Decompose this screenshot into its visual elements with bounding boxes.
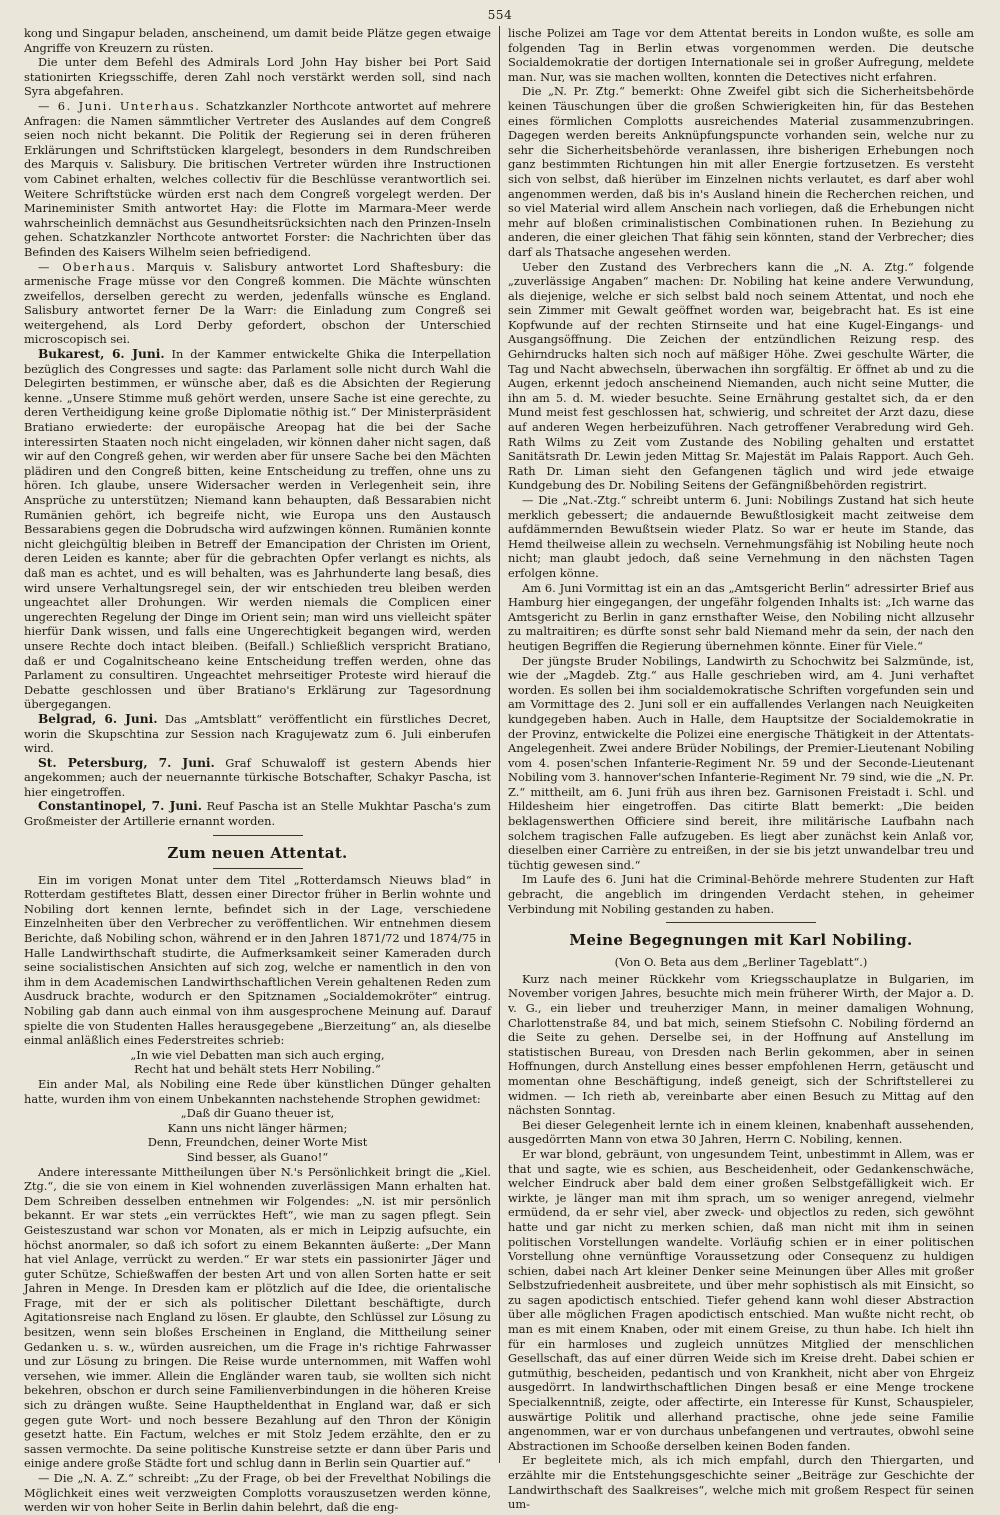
paragraph: Ueber den Zustand des Verbrechers kann die „N. A. Ztg.“ folgende „zuverlässige Angaben“ machen: Dr. Nobiling hat keine andere Verwundung, als diejenige, welche er sich selbst bald noch seinem Attentat, und noch ehe sein Zimmer mit Gewalt geöffnet worden war, beigebracht hat. Es ist eine Kopfwunde auf der rechten Stirnseite und hat eine Kugel-Eingangs- und Ausgangsöffnung. Die Zeichen der entzündlichen Reizung resp. des Gehirndrucks halten sich noch auf mäßiger Höhe. Zwei geschulte Wärter, die Tag und Nacht abwechseln, überwachen ihn sorgfältig. Er öffnet ab und zu die Augen, erkennt jedoch anscheinend Niemanden, auch nicht seine Mutter, die ihn am 5. d. M. wieder besuchte. Seine Ernährung gestaltet sich, da er den Mund meist fest geschlossen hat, schwierig, und schreitet der Arzt dazu, diese auf anderen Wegen herbeizuführen. Nach getroffener Verabredung wird Geh. Rath Wilms zu Zeit vom Zustande des Nobiling gehalten und erstattet Sanitätsrath Dr. Lewin jeden Mittag Sr. Majestät im Palais Rapport. Auch Geh. Rath Dr. Liman sieht den Gefangenen täglich und wird jede etwaige Kundgebung des Dr. Nobiling Seitens der Gefängnißbehörden registrirt. (508, 259, 974, 493)
paragraph: — 6. Juni. Unterhaus. Schatzkanzler Northcote antwortet auf mehrere Anfragen: die Namen sämmtlicher Vertreter des Auslandes auf dem Congreß seien noch nicht bekannt. Die Politik der Regierung sei in deren früheren Erklärungen und Schriftstücken klargelegt, besonders in dem Rundschreiben des Marquis v. Salisbury. Die britischen Vertreter würden ihre Instructionen vom Cabinet erhalten, welches collectiv für die Beschlüsse verantwortlich sei. Weitere Schriftstücke würden erst nach dem Congreß vorgelegt werden. Der Marineminister Smith antwortet Hay: die Flotte im Marmara-Meer werde wahrscheinlich demnächst aus Gesundheitsrücksichten nach den Prinzen-Inseln gehen. Schatzkanzler Northcote antwortet Forster: die Nachrichten über das Befinden des Kaisers Wilhelm seien befriedigend. (24, 98, 491, 259)
verse-line: Recht hat und behält stets Herr Nobiling.“ (134, 1062, 381, 1077)
dateline: — 6. Juni. Unterhaus. (38, 98, 201, 113)
paragraph: lische Polizei am Tage vor dem Attentat bereits in London wußte, es solle am folgenden Tag in Berlin etwas vorgenommen werden. Die deutsche Socialdemokratie der dortigen Internationale sei in großer Aufregung, meldete man. Nur, was sie machen wollten, konnten die Detectives nicht erfahren. (508, 26, 974, 84)
section-divider (213, 835, 303, 836)
verse (24, 1106, 491, 1164)
byline: (Von O. Beta aus dem „Berliner Tageblatt“.) (614, 955, 868, 970)
page-number: 554 (487, 8, 513, 22)
text-columns (24, 26, 974, 1515)
verse-line: Sind besser, als Guano!“ (186, 1149, 329, 1164)
right-column (499, 26, 974, 1512)
paragraph: Am 6. Juni Vormittag ist ein an das „Amtsgericht Berlin“ adressirter Brief aus Hamburg hier eingegangen, der ungefähr folgenden Inhalts ist: „Ich warne das Amtsgericht zu Berlin in ganz ernsthafter Weise, den Nobiling nicht allzusehr zu maltraitiren; es dürfte sonst sehr bald Niemand mehr da sein, der nach den heutigen Begriffen die Regierung übernehmen könnte. Einer für Viele.“ (508, 580, 974, 653)
verse-line: „In wie viel Debatten man sich auch erging, (130, 1047, 385, 1062)
verse-line: Denn, Freundchen, deiner Worte Mist (147, 1135, 368, 1150)
paragraph: Bei dieser Gelegenheit lernte ich in einem kleinen, knabenhaft aussehenden, ausgedörrten Mann von etwa 30 Jahren, Herrn C. Nobiling, kennen. (508, 1117, 974, 1147)
section-divider (213, 868, 303, 869)
dateline: St. Petersburg, 7. Juni. (38, 755, 215, 770)
paragraph: St. Petersburg, 7. Juni. Graf Schuwaloff ist gestern Abends hier angekommen; auch der neuernannte türkische Botschafter, Schakyr Pascha, ist hier eingetroffen. (24, 755, 491, 799)
paragraph: Im Laufe des 6. Juni hat die Criminal-Behörde mehrere Studenten zur Haft gebracht, die angeblich im dringenden Verdacht stehen, in geheimer Verbindung mit Nobiling gestanden zu haben. (508, 872, 974, 916)
paragraph: Die unter dem Befehl des Admirals Lord John Hay bisher bei Port Said stationirten Kriegsschiffe, deren Zahl noch verstärkt werden soll, sind nach Syra abgefahren. (24, 55, 491, 99)
paragraph: — Die „Nat.-Ztg.“ schreibt unterm 6. Juni: Nobilings Zustand hat sich heute merklich gebessert; die andauernde Bewußtlosigkeit macht zeitweise dem aufdämmernden Bewußtsein wieder Platz. So war er heute im Stande, das Hemd theilweise allein zu wechseln. Vernehmungsfähig ist Nobiling heute noch nicht; man glaubt jedoch, daß seine Vernehmung in den nächsten Tagen erfolgen könne. (508, 493, 974, 580)
verse (24, 1048, 491, 1077)
paragraph: Kurz nach meiner Rückkehr vom Kriegsschauplatze in Bulgarien, im November vorigen Jahres, besuchte mich mein früherer Wirth, der Major a. D. v. G., ein lieber und treuherziger Mann, in meiner damaligen Wohnung, Charlottenstraße 84, und bat mich, seinem Stiefsohn C. Nobiling fördernd an die Seite zu gehen. Derselbe sei, in der Hoffnung auf Anstellung im statistischen Bureau, von Dresden nach Berlin gekommen, aber in seinen Hoffnungen, durch Anstellung eines besser empfohlenen Herrn, getäuscht und momentan ohne Beschäftigung, indeß geneigt, sich der Schriftstellerei zu widmen. — Ich rieth ab, vereinbarte aber einen Besuch zu Mittag auf den nächsten Sonntag. (508, 971, 974, 1118)
paragraph: Andere interessante Mittheilungen über N.'s Persönlichkeit bringt die „Kiel. Ztg.“, die sie von einem in Kiel wohnenden zuverlässigen Mann erhalten hat. Dem Schreiben desselben entnehmen wir Folgendes: „N. ist mir persönlich bekannt. Er war stets „ein verrücktes Heft“, wie man zu sagen pflegt. Sein Geisteszustand war schon vor Monaten, als er mich in Leipzig aufsuchte, ein höchst anormaler, so daß ich sofort zu einem Bekannten äußerte: „Der Mann hat viel Anlage, verrückt zu werden.“ Er war stets ein passionirter Jäger und guter Schütze, Schießwaffen der besten Art und von allen Sorten hatte er seit Jahren in Menge. In Dresden kam er plötzlich auf die Idee, die orientalische Frage, mit der er sich als politischer Dilettant beschäftigte, durch Agitationsreise nach England zu lösen. Er glaubte, den Schlüssel zur Lösung zu besitzen, wenn sein bloßes Erscheinen in England, die Mittheilung seiner Gedanken u. s. w., würden ausreichen, um die Frage in's richtige Fahrwasser und zur Lösung zu bringen. Die Reise wurde unternommen, mit Waffen wohl versehen, wie immer. Allein die Engländer waren taub, sie wollten sich nicht bekehren, obschon er durch seine Familienverbindungen in die höheren Kreise sich zu drängen wußte. Seine Hauptheldenthat in England war, daß er sich gegen gute Wort- und noch bessere Bezahlung auf den Thron der Königin gesetzt hatte. Ein Factum, welches er mit Stolz Jedem erzählte, den er zu sassen vermochte. Da seine politische Kunstreise setzte er dann über Paris und einige andere große Städte fort und schlug dann in Berlin sein Quartier auf.“ (24, 1164, 491, 1471)
dateline: Belgrad, 6. Juni. (38, 711, 158, 726)
paragraph: Bukarest, 6. Juni. In der Kammer entwickelte Ghika die Interpellation bezüglich des Congresses und sagte: das Parlament solle nicht durch Wahl die Delegirten bestimmen, er wünsche aber, daß es die Absichten der Regierung kenne. „Unsere Stimme muß gehört werden, unsere Sache ist eine gerechte, zu deren Vertheidigung keine große Diplomatie nöthig ist.“ Der Ministerpräsident Bratiano erwiederte: der europäische Areopag hat die bei der Sache interessirten Staaten noch nicht eingeladen, wir können daher nicht sagen, daß wir auf den Congreß gehen, wir werden aber für unsere Sache bei den Mächten plädiren und den Congreß bitten, keine Entscheidung zu treffen, ohne uns zu hören. Ich glaube, unsere Widersacher werden in Verlegenheit sein, ihre Ansprüche zu unterstützen; Niemand kann behaupten, daß Bessarabien nicht Rumänien gehört, ich begreife nicht, wie Europa uns den Austausch Bessarabiens gegen die Dobrudscha wird aufzwingen können. Rumänien konnte nicht gleichgültig bleiben in Betreff der Emancipation der Christen im Orient, deren Leiden es kannte; aber für die gebrachten Opfer verlangt es nichts, als daß man es achtet, und es will behalten, was es Jahrhunderte lang besaß, dies wird unsere Verhaltungsregel sein, der wir entschieden treu bleiben werden ungeachtet aller Drohungen. Wir werden niemals die Complicen einer ungerechten Regelung der Dinge im Orient sein; man wird uns vielleicht später hierfür Dank wissen, und falls eine Ungerechtigkeit begangen wird, werden unsere Rechte doch intact bleiben. (Beifall.) Schließlich verspricht Bratiano, daß er und Cogalnitscheano keine Entscheidung treffen werden, ohne das Parlament zu consultiren. Ungeachtet mehrseitiger Proteste wird hierauf die Debatte geschlossen und über Bratiano's Erklärung zur Tagesordnung übergegangen. (24, 347, 491, 712)
paragraph: Ein ander Mal, als Nobiling eine Rede über künstlichen Dünger gehalten hatte, wurden ihm von einem Unbekannten nachstehende Strophen gewidmet: (24, 1076, 491, 1106)
section-headline: Zum neuen Attentat. (167, 843, 348, 862)
verse-line: Kann uns nicht länger härmen; (167, 1120, 348, 1135)
paragraph: Ein im vorigen Monat unter dem Titel „Rotterdamsch Nieuws blad“ in Rotterdam gestiftetes Blatt, dessen einer Director früher in Berlin wohnte und Nobiling dort kennen lernte, befindet sich in der Lage, verschiedene Einzelnheiten über den Verbrecher zu veröffentlichen. Wir entnehmen diesem Berichte, daß Nobiling schon, während er in den Jahren 1871/72 und 1874/75 in Halle Landwirthschaft studirte, die Aufmerksamkeit seiner Kameraden durch seine socialistischen Ansichten auf sich zog, welche er namentlich in den von ihm in dem Academischen Landwirthschaftlichen Verein gehaltenen Reden zum Ausdruck brachte, wodurch er den Spitznamen „Socialdemokröter“ eintrug. Nobiling gab dann auch einmal von ihm ausgesprochene Meinung auf. Darauf spielte die von Studenten Halles herausgegebene „Bierzeitung“ an, als dieselbe einmal anläßlich eines Federstreites schrieb: (24, 872, 491, 1048)
paragraph: Er begleitete mich, als ich mich empfahl, durch den Thiergarten, und erzählte mir die Entstehungsgeschichte seiner „Beiträge zur Geschichte der Landwirthschaft des Saalkreises“, welche mich mit großem Respect für seinen um- (508, 1453, 974, 1512)
left-column (24, 26, 499, 1515)
dateline: Constantinopel, 7. Juni. (38, 799, 202, 814)
verse-line: „Daß dir Guano theuer ist, (180, 1106, 335, 1121)
paragraph: Constantinopel, 7. Juni. Reuf Pascha ist an Stelle Mukhtar Pascha's zum Großmeister der Artillerie ernannt worden. (24, 799, 491, 829)
paragraph: — Oberhaus. Marquis v. Salisbury antwortet Lord Shaftesbury: die armenische Frage müsse vor den Congreß kommen. Die Mächte wünschten zweifellos, derselben gerecht zu werden, jedenfalls wünsche es England. Salisbury antwortet ferner De la Warr: die Einladung zum Congreß sei weitergehend, als Lord Derby gefordert, obschon der Unterschied microscopisch sei. (24, 259, 491, 347)
section-divider (666, 922, 816, 923)
paragraph: Er war blond, gebräunt, von ungesundem Teint, unbestimmt in Allem, was er that und sagte, wie es schien, aus Bescheidenheit, oder Gedankenschwäche, welcher Eindruck aber bald dem einer großen Selbstgefälligkeit wich. Er wirkte, je länger man mit ihm sprach, um so weniger anregend, vielmehr ermüdend, da er sehr viel, aber zweck- und objectlos zu reden, sich gewöhnt hatte und gar nicht zu merken schien, daß man nicht mit ihm in seinen politischen Vorstellungen wandelte. Vorläufig schien er in einer politischen Vorstellung ohne vernünftige Voraussetzung oder Consequenz zu huldigen schien, dabei nach Art kleiner Denker seine Meinungen über Alles mit großer Selbstzufriedenheit ausbreitete, und über mehr sophistisch als mit Einsicht, so zu sagen apodictisch entschied. Tiefer gehend kann wohl dieser Abstraction über alle möglichen Fragen apodictisch entschied. Man wußte nicht recht, ob man es mit einem Knaben, oder mit einem Greise, zu thun habe. Ich hielt ihn für ein harmloses und zugleich unnützes Mitglied der menschlichen Gesellschaft, das auf einer dürren Weide sich im Kreise dreht. Dabei schien er gutmüthig, bescheiden, pedantisch und von Krankheit, nicht aber von Ehrgeiz ausgedörrt. In landwirthschaftlichen Dingen besaß er eine Menge trockene Specialkenntniß, zeigte, oder affectirte, ein Interesse für Kunst, Schauspieler, auswärtige Politik und allerhand practische, ohne jede seine Familie angenommen, war er von durchaus unbefangenen und vertrautes, obwohl seine Abstractionen im Schooße derselben keinen Boden fanden. (508, 1146, 974, 1453)
paragraph: kong und Singapur beladen, anscheinend, um damit beide Plätze gegen etwaige Angriffe von Kreuzern zu rüsten. (24, 26, 491, 55)
section-headline: Meine Begegnungen mit Karl Nobiling. (569, 931, 913, 950)
paragraph: Belgrad, 6. Juni. Das „Amtsblatt“ veröffentlicht ein fürstliches Decret, worin die Skupschtina zur Session nach Kragujewatz zum 6. Juli einberufen wird. (24, 711, 491, 756)
dateline: Bukarest, 6. Juni. (38, 347, 165, 362)
paragraph: — Die „N. A. Z.“ schreibt: „Zu der Frage, ob bei der Frevelthat Nobilings die Möglichkeit eines weit verzweigten Complotts vorauszusetzen werden könne, werden wir von hoher Seite in Berlin dahin belehrt, daß die eng- (24, 1471, 491, 1515)
paragraph: Der jüngste Bruder Nobilings, Landwirth zu Schochwitz bei Salzmünde, ist, wie der „Magdeb. Ztg.“ aus Halle geschrieben wird, am 4. Juni verhaftet worden. Es sollen bei ihm socialdemokratische Schriften vorgefunden sein und am Vormittage des 2. Juni soll er ein auffallendes Verlangen nach Neuigkeiten kundgegeben haben. Auch in Halle, dem Hauptsitze der Socialdemokratie in der Provinz, entwickelte die Polizei eine energische Thätigkeit in der Attentats-Angelegenheit. Zwei andere Brüder Nobilings, der Premier-Lieutenant Nobiling vom 4. posen'schen Infanterie-Regiment Nr. 59 und der Seconde-Lieutenant Nobiling vom 3. hannover'schen Infanterie-Regiment Nr. 79 sind, wie die „N. Pr. Z.“ mittheilt, am 6. Juni früh aus ihren bez. Garnisonen Freistadt i. Schl. und Hildesheim hier eingetroffen. Das citirte Blatt bemerkt: „Die beiden beklagenswerthen Officiere sind bereit, ihre militärische Laufbahn nach solchem tragischen Falle aufzugeben. Es liegt aber zunächst kein Anlaß vor, dieselben einer Carrière zu entreißen, in der sie bis jetzt unwandelbar treu und tüchtig gewesen sind.“ (508, 653, 974, 872)
paragraph: Die „N. Pr. Ztg.“ bemerkt: Ohne Zweifel gibt sich die Sicherheitsbehörde keinen Täuschungen über die großen Schwierigkeiten hin, für das Bestehen eines förmlichen Complotts ausreichendes Material zusammenzubringen. Dagegen werden bereits Anknüpfungspuncte vorhanden sein, welche nur zu sehr die Sicherheitsbehörde veranlassen, ihre bisherigen Erhebungen noch ganz bestimmten Richtungen hin mit aller Energie fortzusetzen. Es versteht sich von selbst, daß hierüber im Einzelnen nichts verlautet, es darf aber wohl angenommen werden, daß bis in's Ausland hinein die Recherchen reichen, und so viel Material wird allem Anschein nach vorliegen, daß die Erhebungen nicht mehr auf bloßen criminalistischen Combinationen ruhen. In Beziehung zu anderen, die einer gleichen That fähig sein könnten, stand der Verbrecher; dies darf als Thatsache angesehen werden. (508, 84, 974, 259)
dateline: — Oberhaus. (38, 259, 137, 274)
